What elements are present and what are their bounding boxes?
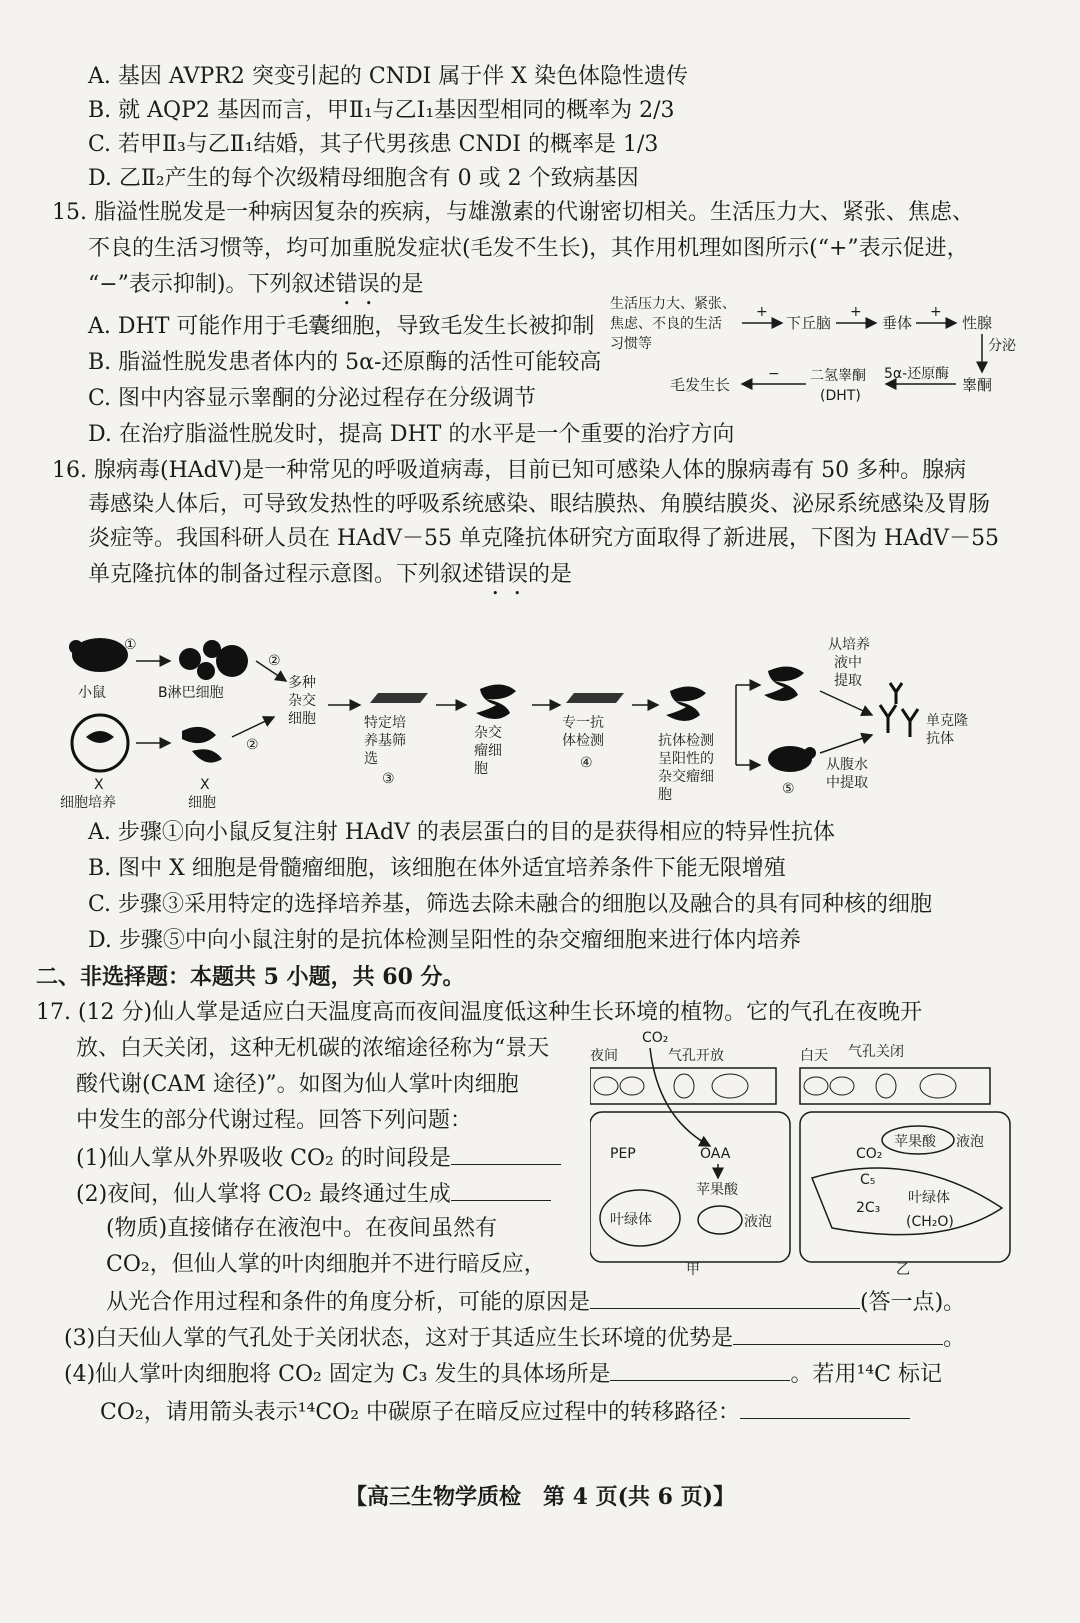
svg-text:CO₂: CO₂ — [642, 1030, 669, 1046]
culture-extract-label: 提取 — [834, 673, 862, 689]
hypothalamus-label: 下丘脑 — [786, 314, 832, 332]
positive-hybridoma-label: 胞 — [658, 787, 672, 803]
dht-label-2: (DHT) — [820, 388, 861, 404]
malic-acid-label: 苹果酸 — [696, 1182, 738, 1198]
oaa-label: OAA — [700, 1146, 731, 1162]
svg-text:多种: 多种 — [288, 675, 316, 691]
svg-text:特定培: 特定培 — [364, 715, 406, 731]
svg-text:①: ① — [124, 637, 137, 653]
pituitary-label: 垂体 — [882, 314, 913, 332]
q16-stem-1: 16. 腺病毒(HAdV)是一种常见的呼吸道病毒，目前已知可感染人体的腺病毒有 50 多种。腺病 — [52, 458, 967, 483]
b-cell-icon — [179, 648, 201, 670]
x-cell-label: 细胞 — [188, 795, 216, 811]
q16-antibody-diagram — [60, 625, 1020, 830]
svg-text:+: + — [850, 304, 862, 320]
q17-stem-1: 17. (12 分)仙人掌是适应白天温度高而夜间温度低这种生长环境的植物。它的气孔在夜晚开 — [36, 1000, 923, 1025]
svg-text:抗体检测: 抗体检测 — [658, 733, 714, 749]
q16-option-a: A. 步骤①向小鼠反复注射 HAdV 的表层蛋白的目的是获得相应的特异性抗体 — [88, 820, 835, 845]
answer-blank-1[interactable] — [451, 1142, 561, 1165]
x-culture-label: 细胞培养 — [60, 795, 116, 811]
q15-hormone-diagram — [610, 292, 1030, 417]
hybridoma-label: 胞 — [474, 761, 488, 777]
q15-option-d: D. 在治疗脂溢性脱发时，提高 DHT 的水平是一个重要的治疗方向 — [88, 422, 735, 447]
antibody-icon — [880, 683, 918, 737]
svg-text:⑤: ⑤ — [782, 781, 795, 797]
diagram-yi-label: 乙 — [896, 1262, 910, 1278]
q17-part-2d: 从光合作用过程和条件的角度分析，可能的原因是 (答一点)。 — [106, 1286, 965, 1318]
svg-text:杂交: 杂交 — [288, 693, 316, 709]
answer-blank-6[interactable] — [740, 1396, 910, 1419]
vacuole-icon — [698, 1206, 742, 1234]
day-chloroplast-label: 叶绿体 — [908, 1190, 950, 1206]
q15-option-c: C. 图中内容显示睾酮的分泌过程存在分级调节 — [88, 386, 537, 411]
night-cell — [590, 1112, 790, 1262]
answer-blank-2[interactable] — [451, 1178, 551, 1201]
stress-line-3: 习惯等 — [610, 336, 652, 352]
secrete-label: 分泌 — [988, 338, 1016, 354]
q14-option-a: A. 基因 AVPR2 突变引起的 CNDI 属于伴 X 染色体隐性遗传 — [88, 64, 688, 89]
c3-label: 2C₃ — [856, 1200, 881, 1216]
monoclonal-antibody-label: 抗体 — [926, 731, 954, 747]
stress-line-2: 焦虑、不良的生活 — [610, 316, 722, 332]
q17-part-4a: (4)仙人掌叶肉细胞将 CO₂ 固定为 C₃ 发生的具体场所是 。若用¹⁴C 标记 — [64, 1358, 942, 1390]
svg-text:④: ④ — [580, 755, 593, 771]
svg-text:③: ③ — [382, 771, 395, 787]
q17-stem-3: 酸代谢(CAM 途径)”。如图为仙人掌叶肉细胞 — [76, 1072, 519, 1097]
svg-text:−: − — [768, 366, 780, 382]
q17-cam-diagram — [590, 1028, 1040, 1278]
svg-text:专一抗: 专一抗 — [562, 715, 604, 731]
testosterone-label: 睾酮 — [962, 376, 993, 394]
svg-text:+: + — [930, 304, 942, 320]
svg-text:杂交瘤细: 杂交瘤细 — [658, 769, 714, 785]
culture-plate-icon — [370, 693, 428, 703]
mouse-label: 小鼠 — [78, 685, 106, 701]
q15-option-a: A. DHT 可能作用于毛囊细胞，导致毛发生长被抑制 — [88, 314, 595, 339]
svg-text:从培养: 从培养 — [828, 637, 870, 653]
stomata-closed-label: 气孔关闭 — [848, 1044, 904, 1060]
hybridoma-icon — [476, 684, 516, 719]
b-cell-label: B淋巴细胞 — [158, 685, 224, 701]
q17-stem-2: 放、白天关闭，这种无机碳的浓缩途径称为“景天 — [76, 1036, 550, 1061]
answer-blank-3[interactable] — [590, 1286, 860, 1309]
diagram-jia-label: 甲 — [686, 1262, 700, 1278]
culture-hybridoma-icon — [764, 666, 804, 701]
q17-part-1: (1)仙人掌从外界吸收 CO₂ 的时间段是 — [76, 1142, 561, 1174]
day-vacuole-label: 液泡 — [956, 1134, 984, 1150]
q17-part-2c: CO₂，但仙人掌的叶肉细胞并不进行暗反应， — [106, 1252, 546, 1277]
q15-option-b: B. 脂溢性脱发患者体内的 5α-还原酶的活性可能较高 — [88, 350, 602, 375]
page-footer: 【高三生物学质检 第 4 页(共 6 页)】 — [344, 1484, 736, 1510]
q16-option-b: B. 图中 X 细胞是骨髓瘤细胞，该细胞在体外适宜培养条件下能无限增殖 — [88, 856, 786, 881]
hair-growth-label: 毛发生长 — [670, 376, 731, 394]
q14-option-b: B. 就 AQP2 基因而言，甲Ⅱ₁与乙Ⅰ₁基因型相同的概率为 2/3 — [88, 98, 675, 123]
hybrid-cells-label: 细胞 — [288, 711, 316, 727]
positive-hybridoma-icon — [666, 686, 706, 721]
ascites-extract-label: 中提取 — [826, 775, 868, 791]
day-malic-acid-label: 苹果酸 — [894, 1134, 936, 1150]
q17-part-3: (3)白天仙人掌的气孔处于关闭状态，这对于其适应生长环境的优势是 。 — [64, 1322, 965, 1354]
x-cell-icon — [182, 727, 216, 743]
svg-text:②: ② — [268, 653, 281, 669]
svg-text:液中: 液中 — [834, 655, 862, 671]
vacuole-label: 液泡 — [744, 1214, 772, 1230]
selection-medium-label: 选 — [364, 751, 378, 767]
q14-option-d: D. 乙Ⅱ₂产生的每个次级精母细胞含有 0 或 2 个致病基因 — [88, 166, 639, 191]
stress-line-1: 生活压力大、紧张、 — [610, 296, 736, 312]
svg-text:瘤细: 瘤细 — [474, 743, 502, 759]
q16-stem-2: 毒感染人体后，可导致发热性的呼吸系统感染、眼结膜热、角膜结膜炎、泌尿系统感染及胃肠 — [88, 492, 991, 517]
svg-text:单克隆: 单克隆 — [926, 713, 968, 729]
svg-text:X: X — [200, 777, 210, 793]
chloroplast-label: 叶绿体 — [610, 1212, 652, 1228]
stomata-open-label: 气孔开放 — [668, 1048, 724, 1064]
dht-label-1: 二氢睾酮 — [810, 368, 866, 384]
section-heading: 二、非选择题：本题共 5 小题，共 60 分。 — [36, 964, 465, 990]
q15-stem-3: “−”表示抑制)。下列叙述错误的是 — [88, 272, 424, 297]
answer-blank-5[interactable] — [610, 1358, 790, 1381]
svg-text:养基筛: 养基筛 — [364, 733, 406, 749]
q16-option-d: D. 步骤⑤中向小鼠注射的是抗体检测呈阳性的杂交瘤细胞来进行体内培养 — [88, 928, 801, 953]
q17-part-2b: (物质)直接储存在液泡中。在夜间虽然有 — [106, 1216, 498, 1241]
day-label: 白天 — [800, 1048, 828, 1064]
q17-part-2a: (2)夜间，仙人掌将 CO₂ 最终通过生成 — [76, 1178, 551, 1210]
answer-blank-4[interactable] — [733, 1322, 943, 1345]
svg-text:②: ② — [246, 737, 259, 753]
q16-option-c: C. 步骤③采用特定的选择培养基，筛选去除未融合的细胞以及融合的具有同种核的细胞 — [88, 892, 933, 917]
q17-part-4c: CO₂，请用箭头表示¹⁴CO₂ 中碳原子在暗反应过程中的转移路径： — [100, 1396, 910, 1428]
q17-stem-4: 中发生的部分代谢过程。回答下列问题： — [76, 1108, 473, 1133]
ch2o-label: (CH₂O) — [906, 1214, 954, 1230]
svg-text:+: + — [756, 304, 768, 320]
gonad-label: 性腺 — [962, 314, 993, 332]
q15-stem-1: 15. 脂溢性脱发是一种病因复杂的疾病，与雄激素的代谢密切相关。生活压力大、紧张、焦虑、 — [52, 200, 974, 225]
pep-label: PEP — [610, 1146, 636, 1162]
svg-text:X: X — [94, 777, 104, 793]
q15-stem-2: 不良的生活习惯等，均可加重脱发症状(毛发不生长)，其作用机理如图所示(“+”表示促进， — [88, 236, 969, 261]
night-label: 夜间 — [590, 1048, 618, 1064]
day-co2-label: CO₂ — [856, 1146, 883, 1162]
test-plate-icon — [566, 693, 624, 703]
enzyme-label: 5α-还原酶 — [884, 366, 950, 382]
svg-text:从腹水: 从腹水 — [826, 757, 868, 773]
svg-text:杂交: 杂交 — [474, 725, 502, 741]
c5-label: C₅ — [860, 1172, 876, 1188]
q14-option-c: C. 若甲Ⅱ₃与乙Ⅱ₁结婚，其子代男孩患 CNDI 的概率是 1/3 — [88, 132, 659, 157]
svg-text:呈阳性的: 呈阳性的 — [658, 751, 714, 767]
q16-stem-3: 炎症等。我国科研人员在 HAdV－55 单克隆抗体研究方面取得了新进展，下图为 HAdV－55 — [88, 526, 1000, 551]
antibody-test-label: 体检测 — [562, 733, 604, 749]
q16-stem-4: 单克隆抗体的制备过程示意图。下列叙述错误的是 — [88, 562, 573, 587]
